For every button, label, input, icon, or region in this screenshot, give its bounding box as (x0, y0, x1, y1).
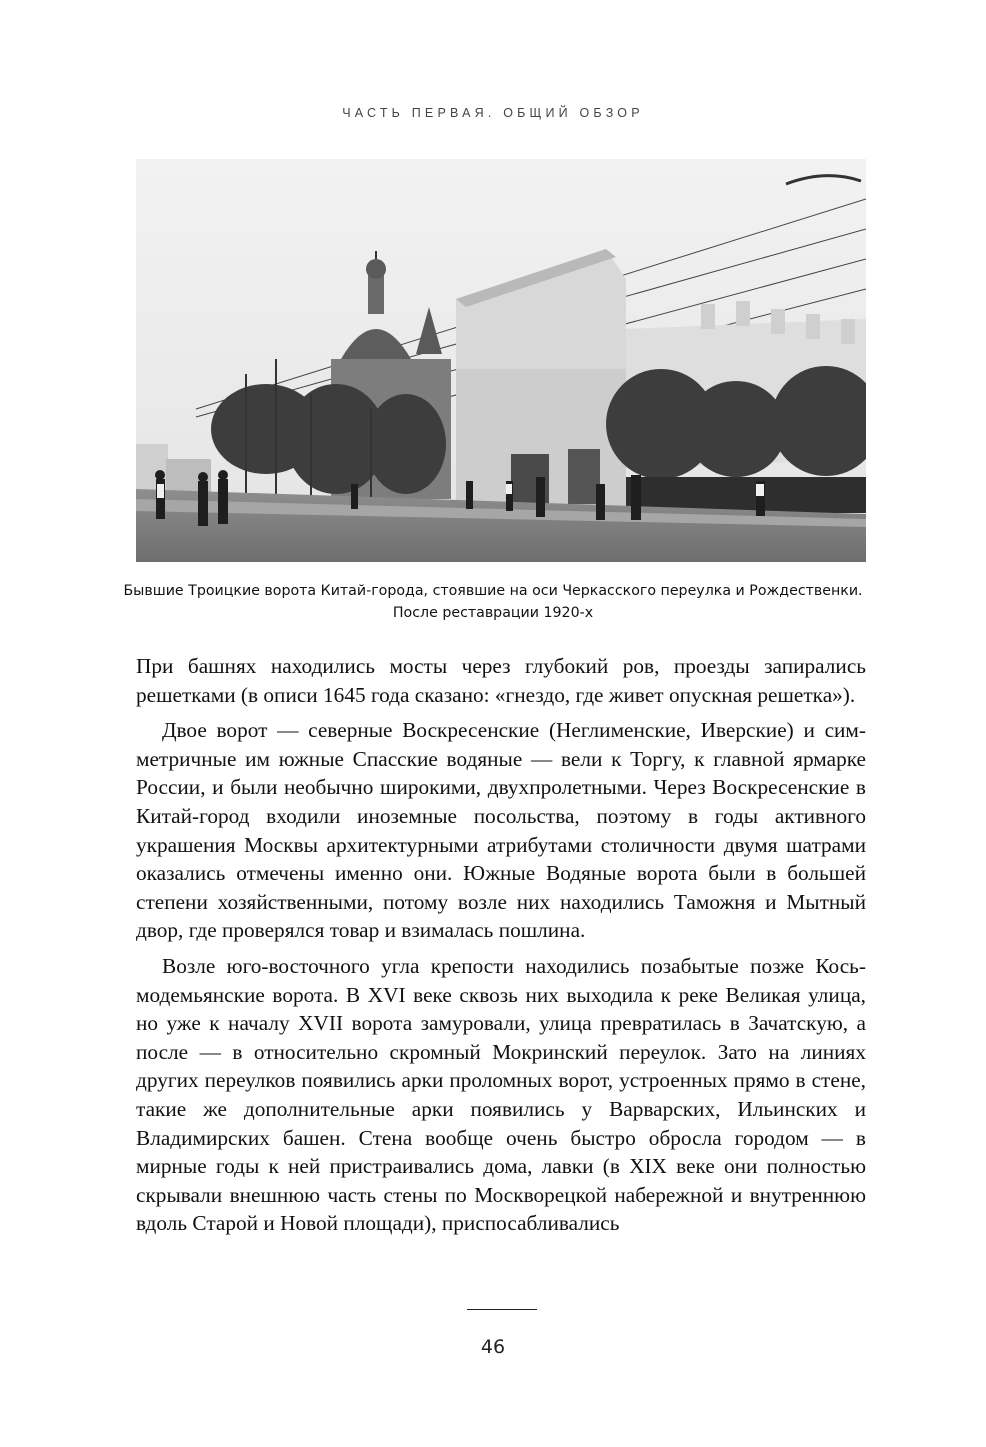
paragraph-1: При башнях находились мосты через глубокий ров, проезды запирались решетками (в описи 1645 года сказано: «гнездо, где живет опускная решетка»). (136, 654, 866, 707)
caption-line-2: После реставрации 1920-х (392, 605, 594, 621)
historical-photo (136, 159, 866, 562)
running-head: ЧАСТЬ ПЕРВАЯ. ОБЩИЙ ОБЗОР (342, 106, 644, 120)
page-number: 46 (480, 1336, 506, 1358)
paragraph-3: Возле юго-восточного угла крепости находились позабытые позже Косьмодемьянские ворота. В XVI веке сквозь них выходила к реке Великая улица, но уже к началу XVII ворота замуровали, улица превратилась в Зачатскую, а после — в относительно скромный Мокринский переулок. Зато на линиях других переулков появились арки проломных ворот, устроенных прямо в стене, такие же дополнительные арки появились у Варварских, Ильинских и Владимирских башен. Стена вообще очень быстро обросла городом — в мирные годы к ней пристраивались дома, лавки (в XIX веке они полностью скрывали внешнюю часть стены по Москворецкой набережной и внутреннюю вдоль Старой и Новой площади), приспосабливались (136, 953, 866, 1236)
figure-caption (100, 580, 886, 624)
caption-line-1: Бывшие Троицкие ворота Китай-города, стоявшие на оси Черкасского переулка и Рождественки. (123, 583, 863, 599)
body-text (136, 652, 866, 1238)
paragraph-2: Двое ворот — северные Воскресенские (Неглименские, Иверские) и симметричные им южные Спасские водяные — вели к Торгу, к главной ярмарке России, и были необычно широкими, двухпролетными. Через Воскресенские в Китай-город входили иноземные посольства, поэтому в годы активного украшения Москвы архитектурными атрибутами столичности двумя шатрами оказались отмечены именно они. Южные Водяные ворота были в большей степени хозяйственными, потому возле них находились Таможня и Мытный двор, где проверялся товар и взималась пошлина. (136, 718, 866, 943)
footer-rule (467, 1309, 537, 1310)
